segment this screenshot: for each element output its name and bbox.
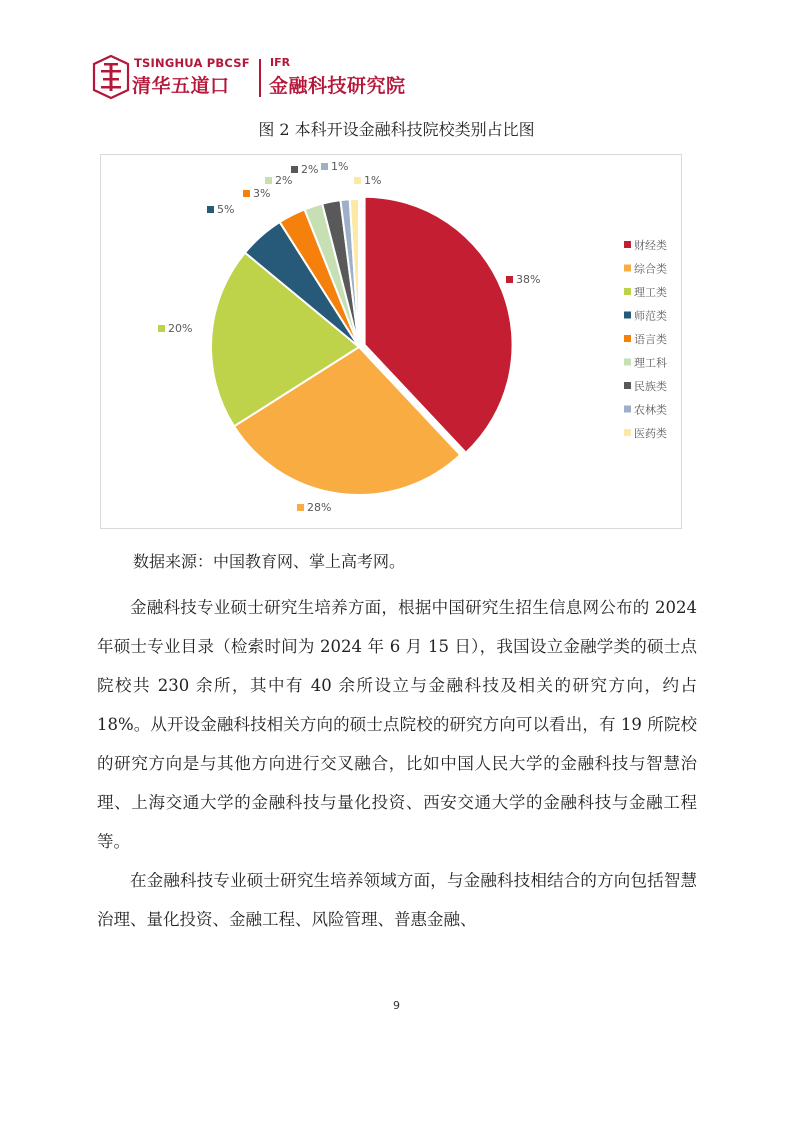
legend-label-9: 医药类	[634, 427, 667, 440]
data-label-marker-5	[243, 190, 250, 197]
data-label-marker-6	[265, 177, 272, 184]
data-label-9: 1%	[364, 174, 382, 187]
legend-swatch-9	[624, 429, 631, 436]
legend-swatch-8	[624, 406, 631, 413]
data-label-3: 20%	[168, 322, 193, 335]
data-label-marker-4	[207, 206, 214, 213]
legend-label-6: 理工科	[634, 356, 667, 370]
data-label-5: 3%	[253, 187, 271, 200]
legend-swatch-6	[624, 359, 631, 366]
tsinghua-emblem-icon	[92, 54, 130, 100]
data-label-marker-2	[297, 504, 304, 511]
legend-swatch-3	[624, 288, 631, 295]
data-label-8: 1%	[331, 160, 349, 173]
legend-swatch-4	[624, 312, 631, 319]
data-label-1: 38%	[516, 273, 541, 286]
paragraph-2: 在金融科技专业硕士研究生培养领域方面，与金融科技相结合的方向包括智慧治理、量化投资、金融工程、风险管理、普惠金融、	[97, 871, 697, 929]
page-number: 9	[393, 999, 400, 1012]
legend-label-5: 语言类	[634, 333, 667, 346]
body-text	[97, 588, 697, 939]
data-label-marker-3	[158, 325, 165, 332]
legend-label-8: 农林类	[634, 403, 667, 417]
legend-label-4: 师范类	[634, 309, 667, 323]
header-divider	[259, 59, 261, 97]
legend-swatch-1	[624, 241, 631, 248]
legend-swatch-7	[624, 382, 631, 389]
legend-swatch-5	[624, 335, 631, 342]
legend-swatch-2	[624, 265, 631, 272]
figure-caption: 图 2 本科开设金融科技院校类别占比图	[258, 120, 535, 139]
brand-english: TSINGHUA PBCSF	[134, 56, 250, 70]
data-label-7: 2%	[301, 163, 319, 176]
legend-label-1: 财经类	[634, 239, 667, 252]
data-label-marker-9	[354, 177, 361, 184]
pie-chart-frame	[100, 154, 682, 529]
legend-label-3: 理工类	[634, 286, 667, 299]
data-label-marker-1	[506, 276, 513, 283]
ifr-chinese: 金融科技研究院	[269, 75, 406, 97]
legend-label-2: 综合类	[634, 262, 667, 276]
data-label-2: 28%	[307, 501, 332, 514]
data-source-note: 数据来源：中国教育网、掌上高考网。	[133, 552, 406, 571]
data-label-6: 2%	[275, 174, 293, 187]
data-label-marker-8	[321, 163, 328, 170]
brand-chinese: 清华五道口	[132, 75, 230, 97]
pie-chart	[101, 155, 681, 528]
ifr-english: IFR	[270, 56, 291, 69]
data-label-marker-7	[291, 166, 298, 173]
page-header	[92, 54, 452, 100]
paragraph-1: 金融科技专业硕士研究生培养方面，根据中国研究生招生信息网公布的 2024 年硕士专业目录（检索时间为 2024 年 6 月 15 日），我国设立金融学类的硕士点院校共 230 余所，其中有 40 余所设立与金融科技及相关的研究方向，约占 18%。从开设金融科技相关方向的硕士点院校的研究方向可以看出，有 19 所院校的研究方向是与其他方向进行交叉融合，比如中国人民大学的金融科技与智慧治理、上海交通大学的金融科技与量化投资、西安交通大学的金融科技与金融工程等。	[97, 598, 697, 851]
legend-label-7: 民族类	[634, 380, 667, 393]
data-label-4: 5%	[217, 203, 235, 216]
